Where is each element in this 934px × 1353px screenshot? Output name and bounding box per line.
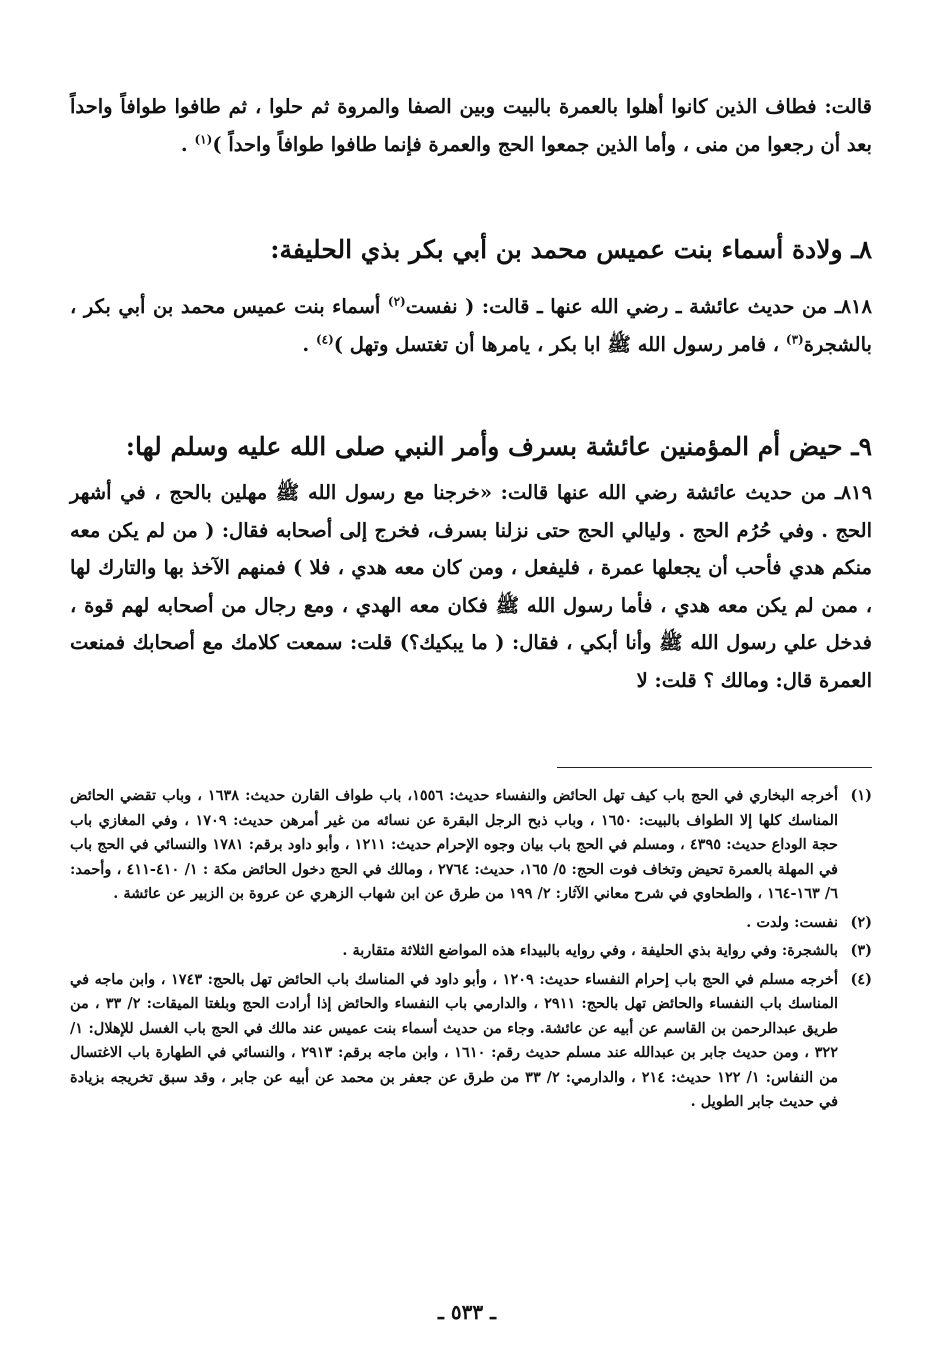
footnote-number: (٢): [850, 913, 872, 931]
section-heading-8: ٨ـ ولادة أسماء بنت عميس محمد بن أبي بكر بذي الحليفة:: [270, 235, 872, 264]
footnote-ref-1: (١): [194, 132, 213, 146]
footnote-text: نفست: ولدت .: [746, 913, 838, 931]
footnote-1: [70, 784, 872, 907]
footnote-2: [70, 911, 872, 936]
footnote-ref-2: (٢): [387, 294, 406, 309]
footnote-ref-4: (٤): [315, 332, 334, 346]
paragraph-818: [70, 288, 872, 363]
footnote-text: بالشجرة: وفي رواية بذي الحليفة ، وفي روايه بالبيداء هذه المواضع الثلاثة متقاربة .: [342, 942, 838, 959]
footnotes: [70, 784, 872, 1115]
paragraph-text: ، فامر رسول الله ﷺ ابا بكر ، يامرها أن تغتسل وتهل ): [333, 332, 786, 356]
section-heading-9: ٩ـ حيض أم المؤمنين عائشة بسرف وأمر النبي صلى الله عليه وسلم لها:: [125, 432, 872, 461]
footnote-number: (٣): [850, 942, 872, 959]
footnote-ref-3: (٣): [785, 332, 804, 346]
paragraph-text: أسماء بنت عميس محمد بن أبي بكر ، بالشجرة: [70, 295, 872, 356]
footnote-number: (٤): [850, 970, 872, 988]
footnote-3: [70, 939, 872, 964]
paragraph-819: ٨١٩ـ من حديث عائشة رضي الله عنها قالت: «خرجنا مع رسول الله ﷺ مهلين بالحج ، في أشهر الحج . وفي حُرُم الحج . وليالي الحج حتى نزلنا بسرف، فخرج إلى أصحابه فقال: ( من لم يكن معه منكم هدي فأحب أن يجعلها عمرة ، فليفعل ، ومن كان معه هدي ، فلا ) فمنهم الآخذ بها والتارك لها ، ممن لم يكن معه هدي ، فأما رسول الله ﷺ فكان معه الهدي ، ومع رجال من أصحابه لهم قوة ، فدخل علي رسول الله ﷺ وأنا أبكي ، فقال: ( ما يبكيك؟) قلت: سمعت كلامك مع أصحابك فمنعت العمرة قال: ومالك ؟ قلت: لا: [70, 481, 872, 692]
paragraph-text: قالت: فطاف الذين كانوا أهلوا بالعمرة بالبيت وبين الصفا والمروة ثم حلوا ، ثم طافوا طوافاً واحداً بعد أن رجعوا من منى ، وأما الذين جمعوا الحج والعمرة فإنما طافوا طوافاً واحداً ): [70, 95, 872, 156]
paragraph-text: ٨١٨ـ من حديث عائشة ـ رضي الله عنها ـ قالت: ( نفست: [405, 295, 872, 318]
footnote-number: (١): [850, 787, 872, 804]
paragraph-end: .: [302, 332, 316, 356]
footnote-divider: [557, 767, 872, 768]
paragraph-continuation: [70, 88, 872, 163]
footnote-text: أخرجه البخاري في الحج باب كيف تهل الحائض والنفساء حديث: ١٥٥٦، باب طواف القارن حديث: ١٦٣٨ ، وباب تقضي الحائض المناسك كلها إلا الطواف بالبيت: ١٦٥٠ ، وباب ذبح الرجل البقرة عن نسائه من غير أمرهن حديث: ١٧٠٩ ، وفي المغازي باب حجة الوداع حديث: ٤٣٩٥ ، ومسلم في الحج باب بيان وجوه الإحرام حديث: ١٢١١ ، وأبو داود برقم: ١٧٨١ والنسائي في الحج باب في المهلة بالعمرة تحيض وتخاف فوت الحج: ٥/ ١٦٥، حديث: ٢٧٦٤ ، ومالك في الحج دخول الحائض مكة : ١/ ٤١٠-٤١١ ، وأحمد: ٦/ ١٦٣-١٦٤ ، والطحاوي في شرح معاني الآثار: ٢/ ١٩٩ من طرق عن ابن شهاب الزهري عن عروة بن الزبير عن عائشة .: [70, 787, 838, 902]
page-number: ـ ٥٣٣ ـ: [438, 1300, 496, 1324]
footnote-4: [70, 968, 872, 1115]
paragraph-end: .: [180, 132, 195, 156]
footnote-text: أخرجه مسلم في الحج باب إحرام النفساء حديث: ١٢٠٩ ، وأبو داود في المناسك باب الحائض تهل بالحج: ١٧٤٣ ، وابن ماجه في المناسك باب النفساء والحائض تهل بالحج: ٢٩١١ ، والدارمي باب النفساء والحائض إذا أرادت الحج وبلغتا الميقات: ٢/ ٣٣ ، من طريق عبدالرحمن بن القاسم عن أبيه عن عائشة. وجاء من حديث أسماء بنت عميس عند مالك في الحج باب الغسل للإهلال: ١/ ٣٢٢ ، ومن حديث جابر بن عبدالله عند مسلم حديث رقم: ١٦١٠ ، وابن ماجه برقم: ٢٩١٣ ، والنسائي في الطهارة باب الاغتسال من النفاس: ١/ ١٢٢ حديث: ٢١٤ ، والدارمي: ٢/ ٣٣ من طرق عن جعفر بن محمد عن أبيه عن جابر ، وقد سبق تخريجه بزيادة في حديث جابر الطويل .: [70, 970, 838, 1110]
